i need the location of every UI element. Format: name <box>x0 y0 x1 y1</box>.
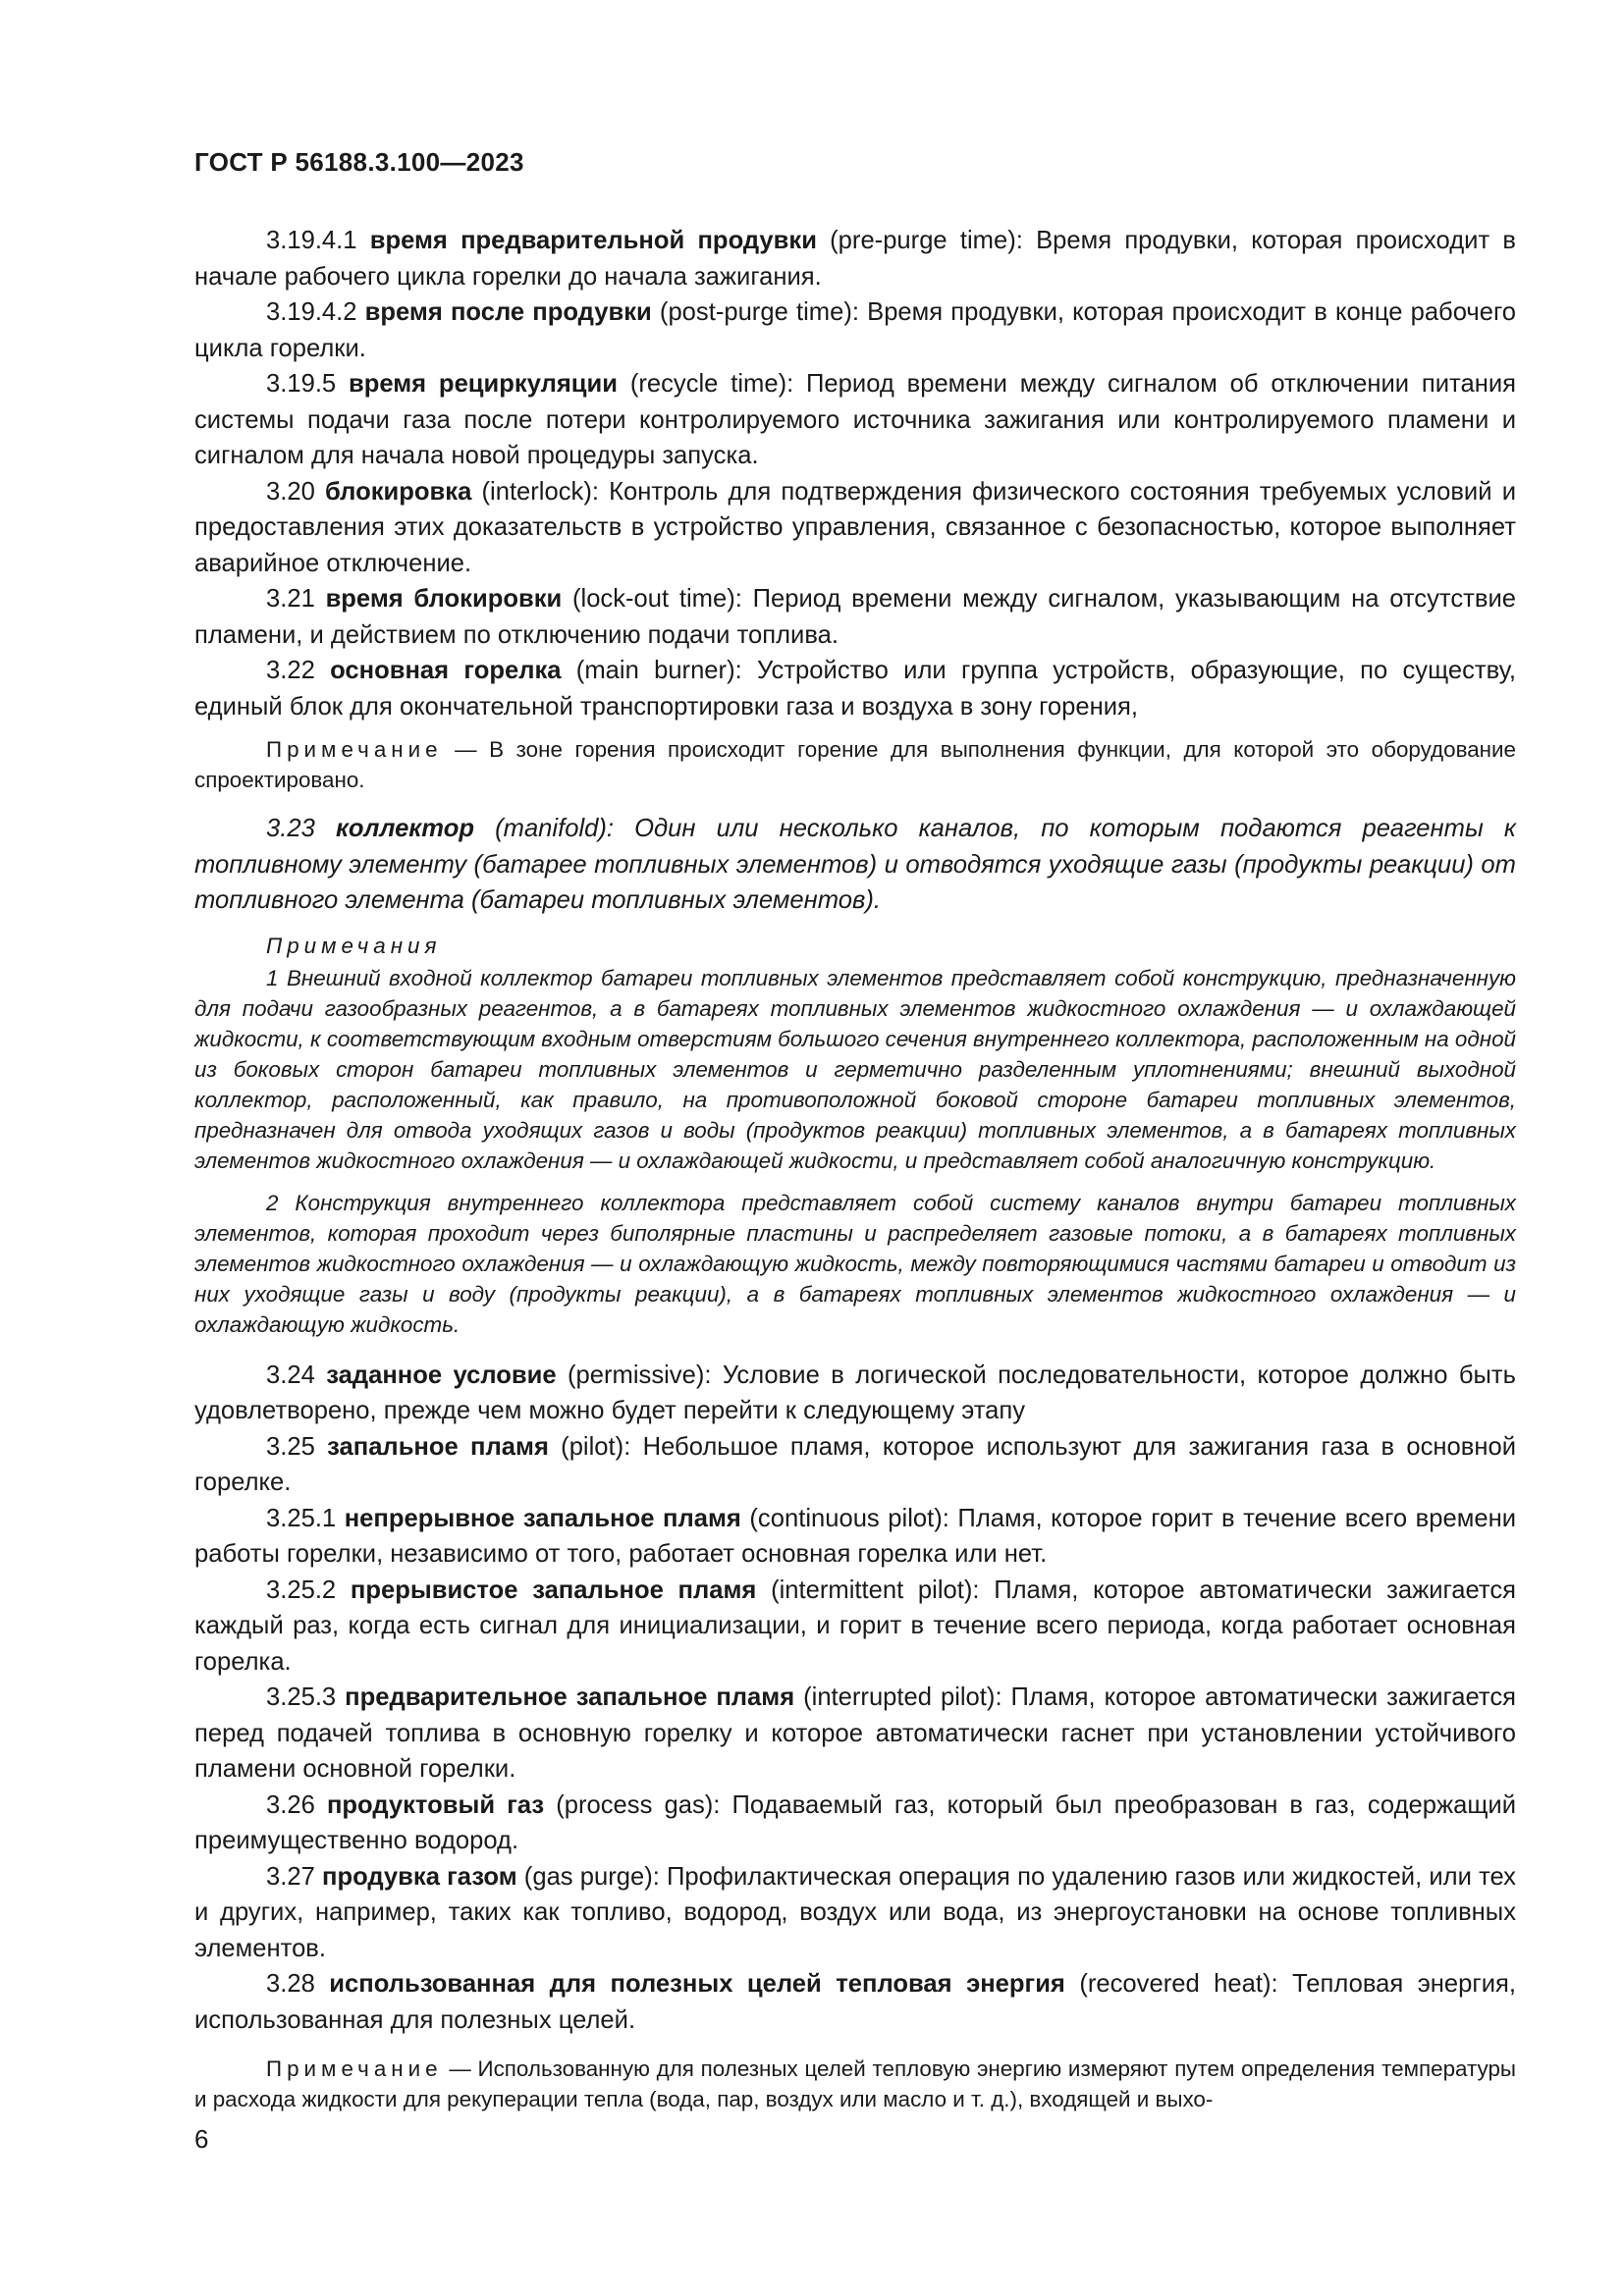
notes-heading-3-23: Примечания <box>266 933 442 958</box>
term-3-21: 3.21 время блокировки (lock-out time): Период времени между сигналом, указывающим на отсутствие пламени, и действием по отключению подачи топлива. <box>194 585 1516 649</box>
term-3-19-5: 3.19.5 время рециркуляции (recycle time): Период времени между сигналом об отключении питания системы подачи газа после потери контролируемого источника зажигания или контролируемого пламени и сигналом для начала новой процедуры запуска. <box>194 370 1517 469</box>
term-3-20: 3.20 блокировка (interlock): Контроль для подтверждения физического состояния требуемых условий и предоставления этих доказательств в устройство управления, связанное с безопасностью, которое выполняет аварийное отключение. <box>194 477 1516 577</box>
term-3-25-1: 3.25.1 непрерывное запальное пламя (continuous pilot): Пламя, которое горит в течение всего времени работы горелки, независимо от того, работает основная горелка или нет. <box>194 1504 1516 1568</box>
term-3-28: 3.28 использованная для полезных целей тепловая энергия (recovered heat): Тепловая энергия, использованная для полезных целей. <box>194 1970 1516 2034</box>
term-3-27: 3.27 продувка газом (gas purge): Профилактическая операция по удалению газов или жидкостей, или тех и других, например, таких как топливо, водород, воздух или вода, из энергоустановки на основе топливных элементов. <box>194 1862 1516 1962</box>
term-3-25-3: 3.25.3 предварительное запальное пламя (interrupted pilot): Пламя, которое автоматически зажигается перед подачей топлива в основную горелку и которое автоматически гаснет при установлении устойчивого пламени основной горелки. <box>194 1683 1516 1783</box>
term-3-25-2: 3.25.2 прерывистое запальное пламя (intermittent pilot): Пламя, которое автоматически зажигается каждый раз, когда есть сигнал для инициализации, и горит в течение всего периода, когда работает основная горелка. <box>194 1575 1516 1676</box>
note-item: 1 Внешний входной коллектор батареи топливных элементов представляет собой конструкцию, предназначенную для подачи газообразных реагентов, а в батареях топливных элементов жидкостного охлаждения — и охлаждающей жидкости, к соответствующим входным отверстиям большого сечения внутреннего коллектора, расположенным на одной из боковых сторон батареи топливных элементов и герметично разделенным уплотнениями; внешний выходной коллектор, расположенный, как правило, на противоположной боковой стороне батареи топливных элементов, предназначен для отвода уходящих газов и воды (продуктов реакции) топливных элементов, а в батареях топливных элементов жидкостного охлаждения — и охлаждающей жидкости, и представляет собой аналогичную конструкцию. <box>194 965 1516 1173</box>
term-3-24: 3.24 заданное условие (permissive): Условие в логической последовательности, которое должно быть удовлетворено, прежде чем можно будет перейти к следующему этапу <box>194 1361 1516 1424</box>
term-3-19-4-1: 3.19.4.1 время предварительной продувки (pre-purge time): Время продувки, которая происходит в начале рабочего цикла горелки до начала зажигания. <box>194 227 1516 291</box>
note-3-22: Примечание — В зоне горения происходит горение для выполнения функции, для которой это оборудование спроектировано. <box>194 737 1516 792</box>
note-3-28: Примечание — Использованную для полезных целей тепловую энергию измеряют путем определения температуры и расхода жидкости для рекуперации тепла (вода, пар, воздух или масло и т. д.), входящей и выхо- <box>194 2056 1516 2111</box>
term-3-22: 3.22 основная горелка (main burner): Устройство или группа устройств, образующие, по существу, единый блок для окончательной транспортировки газа и воздуха в зону горения, <box>194 657 1516 721</box>
note-item: 2 Конструкция внутреннего коллектора представляет собой систему каналов внутри батареи топливных элементов, которая проходит через биполярные пластины и распределяет газовые потоки, а в батареях топливных элементов жидкостного охлаждения — и охлаждающую жидкость, между повторяющимися частями батареи и отводит из них уходящие газы и воду (продукты реакции), а в батареях топливных элементов жидкостного охлаждения — и охлаждающую жидкость. <box>194 1190 1516 1337</box>
term-3-23: 3.23 коллектор (manifold): Один или несколько каналов, по которым подаются реагенты к топливному элементу (батарее топливных элементов) и отводятся уходящие газы (продукты реакции) от топливного элемента (батареи топливных элементов). <box>194 815 1516 914</box>
page-number: 6 <box>194 2124 209 2154</box>
document-header: ГОСТ Р 56188.3.100—2023 <box>194 147 524 177</box>
document-body <box>194 223 1516 2114</box>
term-3-19-4-2: 3.19.4.2 время после продувки (post-purge time): Время продувки, которая происходит в конце рабочего цикла горелки. <box>194 298 1516 362</box>
term-3-26: 3.26 продуктовый газ (process gas): Подаваемый газ, который был преобразован в газ, содержащий преимущественно водород. <box>194 1790 1516 1854</box>
term-3-25: 3.25 запальное пламя (pilot): Небольшое пламя, которое используют для зажигания газа в основной горелке. <box>194 1432 1516 1496</box>
